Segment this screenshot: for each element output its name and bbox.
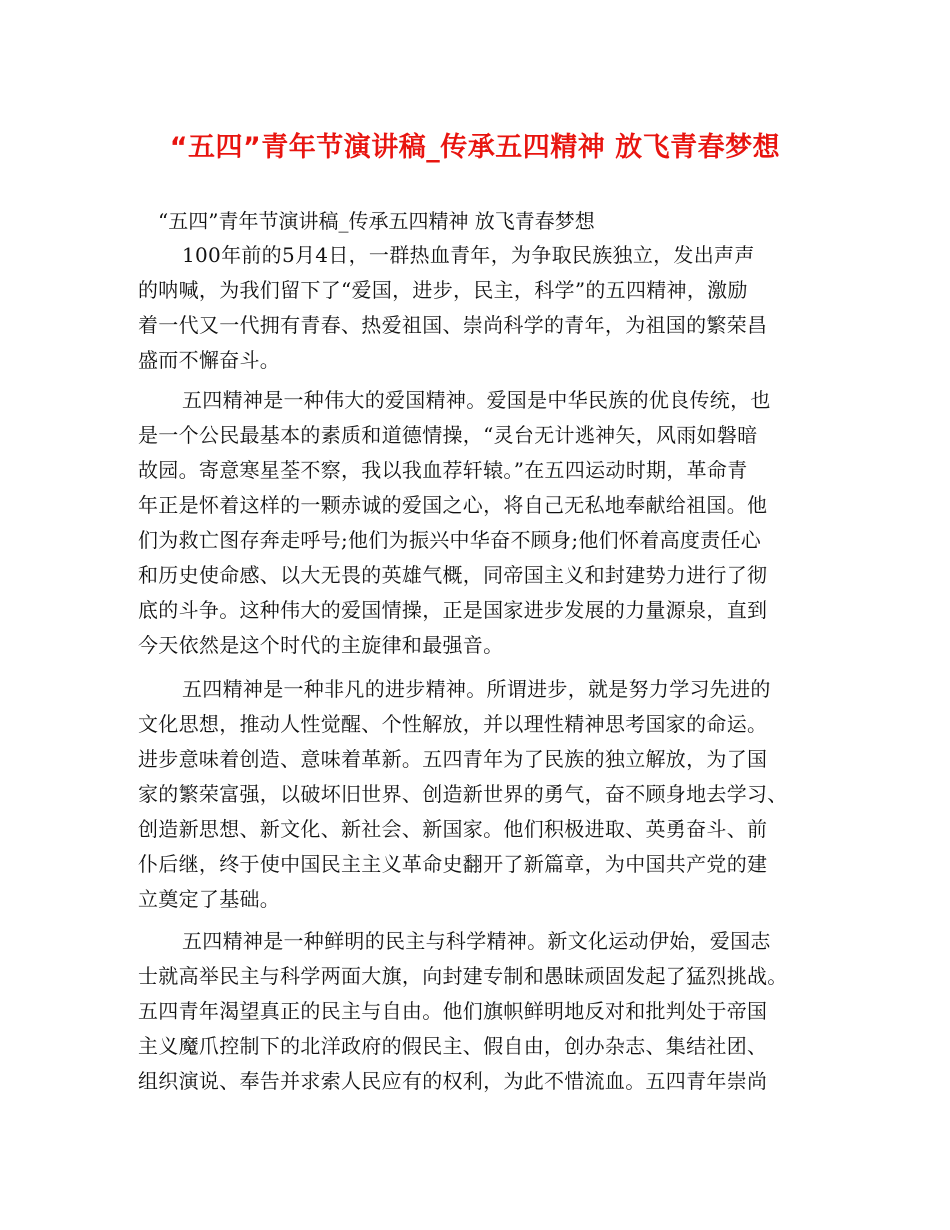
- paragraph-line: 组织演说、奉告并求索人民应有的权利，为此不惜流血。五四青年崇尚: [138, 1069, 768, 1093]
- paragraph-line: 今天依然是这个时代的主旋律和最强音。: [138, 633, 504, 657]
- paragraph-line: 文化思想，推动人性觉醒、个性解放，并以理性精神思考国家的命运。: [138, 712, 768, 736]
- paragraph-line: 五四精神是一种鲜明的民主与科学精神。新文化运动伊始，爱国志: [182, 929, 771, 953]
- paragraph-line: 100年前的5月4日，一群热血青年，为争取民族独立，发出声声: [182, 243, 755, 267]
- paragraph-line: 盛而不懈奋斗。: [138, 348, 281, 372]
- paragraph-intro: [138, 238, 814, 378]
- paragraph-line: 立奠定了基础。: [138, 887, 281, 911]
- paragraph-line: 和历史使命感、以大无畏的英雄气概，同帝国主义和封建势力进行了彻: [138, 563, 768, 587]
- paragraph-line: 进步意味着创造、意味着革新。五四青年为了民族的独立解放，为了国: [138, 747, 768, 771]
- paragraph-line: 创造新思想、新文化、新社会、新国家。他们积极进取、英勇奋斗、前: [138, 817, 768, 841]
- paragraph-line: 五四青年渴望真正的民主与自由。他们旗帜鲜明地反对和批判处于帝国: [138, 999, 768, 1023]
- paragraph-progress: [138, 672, 814, 917]
- paragraph-line: 年正是怀着这样的一颗赤诚的爱国之心，将自己无私地奉献给祖国。他: [138, 493, 768, 517]
- paragraph-line: 仆后继，终于使中国民主主义革命史翻开了新篇章，为中国共产党的建: [138, 852, 768, 876]
- document-subtitle: “五四”青年节演讲稿_传承五四精神 放飞青春梦想: [158, 209, 595, 233]
- paragraph-democracy-science: [138, 924, 814, 1099]
- paragraph-line: 五四精神是一种非凡的进步精神。所谓进步，就是努力学习先进的: [182, 677, 771, 701]
- paragraph-line: 们为救亡图存奔走呼号;他们为振兴中华奋不顾身;他们怀着高度责任心: [138, 528, 762, 552]
- paragraph-line: 是一个公民最基本的素质和道德情操，“灵台无计逃神矢，风雨如磐暗: [138, 423, 758, 447]
- document-title: “五四”青年节演讲稿_传承五四精神 放飞青春梦想: [169, 132, 781, 163]
- paragraph-line: 五四精神是一种伟大的爱国精神。爱国是中华民族的优良传统，也: [182, 388, 771, 412]
- paragraph-line: 的呐喊，为我们留下了“爱国，进步，民主，科学”的五四精神，激励: [138, 278, 748, 302]
- paragraph-line: 士就高举民主与科学两面大旗，向封建专制和愚昧顽固发起了猛烈挑战。: [138, 964, 788, 988]
- paragraph-line: 底的斗争。这种伟大的爱国情操，正是国家进步发展的力量源泉，直到: [138, 598, 768, 622]
- paragraph-line: 着一代又一代拥有青春、热爱祖国、崇尚科学的青年，为祖国的繁荣昌: [138, 313, 768, 337]
- paragraph-patriotism: [138, 383, 814, 663]
- paragraph-line: 故园。寄意寒星荃不察，我以我血荐轩辕。”在五四运动时期，革命青: [138, 458, 748, 482]
- paragraph-line: 主义魔爪控制下的北洋政府的假民主、假自由，创办杂志、集结社团、: [138, 1034, 768, 1058]
- paragraph-line: 家的繁荣富强，以破坏旧世界、创造新世界的勇气，奋不顾身地去学习、: [138, 782, 788, 806]
